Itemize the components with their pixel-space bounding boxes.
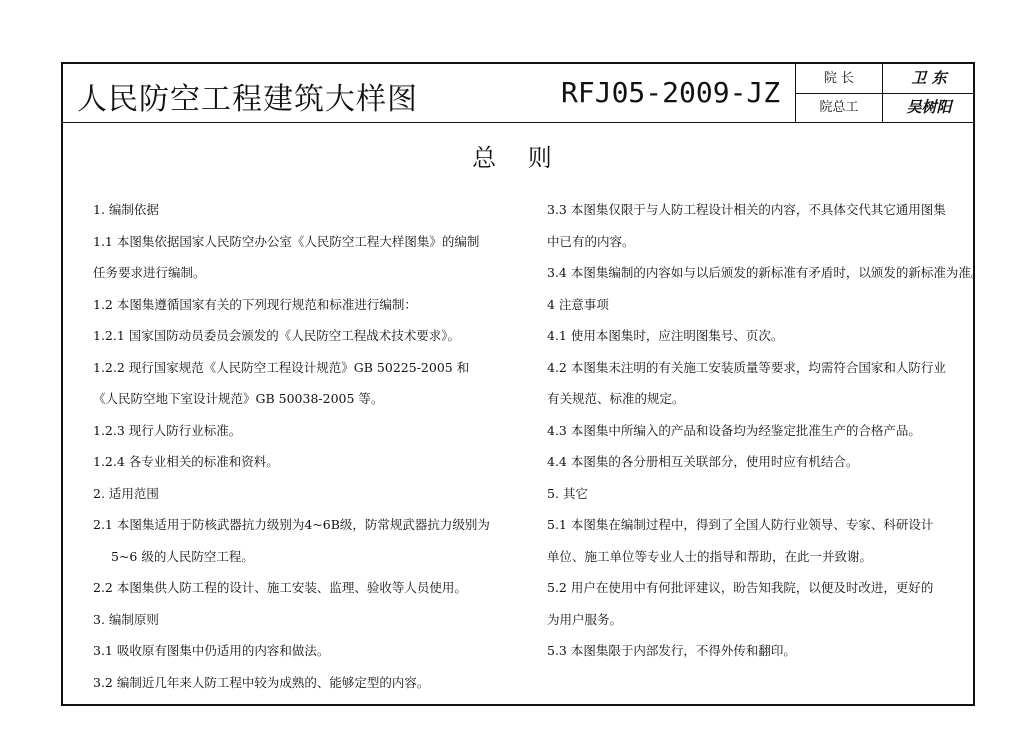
text-line: 3.2 编制近几年来人防工程中较为成熟的、能够定型的内容。 bbox=[93, 674, 430, 690]
text-line: 3.3 本图集仅限于与人防工程设计相关的内容，不具体交代其它通用图集 bbox=[547, 202, 946, 217]
text-line: 1.1 本图集依据国家人民防空办公室《人民防空工程大样图集》的编制 bbox=[93, 233, 480, 249]
text-line: 3. 编制原则 bbox=[93, 611, 159, 627]
atlas-title: 人民防空工程建筑大样图 bbox=[77, 82, 418, 117]
text-line: 4.1 使用本图集时，应注明图集号、页次。 bbox=[547, 328, 784, 343]
text-line: 1.2.3 现行人防行业标准。 bbox=[93, 422, 242, 438]
left-column bbox=[93, 194, 553, 698]
drawing-frame bbox=[61, 62, 984, 706]
text-line: 4.4 本图集的各分册相互关联部分，使用时应有机结合。 bbox=[547, 454, 859, 469]
title-block bbox=[63, 64, 973, 123]
text-line: 单位、施工单位等专业人士的指导和帮助，在此一并致谢。 bbox=[547, 548, 873, 564]
text-line: 3.1 吸收原有图集中仍适用的内容和做法。 bbox=[93, 643, 330, 658]
text-line: 1.2 本图集遵循国家有关的下列现行规范和标准进行编制： bbox=[93, 296, 417, 312]
signature-table bbox=[795, 64, 974, 122]
text-line: 3.4 本图集编制的内容如与以后颁发的新标准有矛盾时，以颁发的新标准为准。 bbox=[547, 265, 984, 280]
text-line: 为用户服务。 bbox=[547, 611, 623, 627]
text-line: 有关规范、标准的规定。 bbox=[547, 391, 685, 406]
text-line: 4.2 本图集未注明的有关施工安装质量等要求，均需符合国家和人防行业 bbox=[547, 359, 946, 375]
signature-row-dean bbox=[796, 64, 974, 94]
text-line: 1. 编制依据 bbox=[93, 202, 159, 217]
text-line: 1.2.1 国家国防动员委员会颁发的《人民防空工程战术技术要求》。 bbox=[93, 328, 461, 343]
text-line: 5.3 本图集限于内部发行，不得外传和翻印。 bbox=[547, 643, 796, 658]
right-column bbox=[547, 194, 984, 667]
text-line: 5.1 本图集在编制过程中，得到了全国人防行业领导、专家、科研设计 bbox=[547, 517, 934, 532]
text-line: 1.2.2 现行国家规范《人民防空工程设计规范》GB 50225-2005 和 bbox=[93, 359, 470, 375]
text-line: 2. 适用范围 bbox=[93, 485, 159, 501]
text-line: 4 注意事项 bbox=[547, 296, 609, 312]
text-line: 4.3 本图集中所编入的产品和设备均为经鉴定批准生产的合格产品。 bbox=[547, 422, 921, 438]
signature-name: 卫 东 bbox=[911, 69, 947, 87]
text-line: 5~6 级的人民防空工程。 bbox=[111, 548, 254, 564]
signature-row-chief-engineer bbox=[796, 93, 974, 122]
text-line: 1.2.4 各专业相关的标准和资料。 bbox=[93, 454, 279, 469]
text-line: 2.2 本图集供人防工程的设计、施工安装、监理、验收等人员使用。 bbox=[93, 580, 467, 595]
text-line: 《人民防空地下室设计规范》GB 50038-2005 等。 bbox=[93, 391, 384, 406]
text-line: 任务要求进行编制。 bbox=[93, 265, 206, 280]
section-title: 总 则 bbox=[472, 144, 564, 172]
signature-role: 院总工 bbox=[796, 93, 883, 122]
text-line: 中已有的内容。 bbox=[547, 233, 635, 249]
drawing-code: RFJ05-2009-JZ bbox=[561, 76, 781, 109]
signature-name: 吴树阳 bbox=[906, 98, 952, 116]
text-line: 5. 其它 bbox=[547, 485, 588, 501]
text-line: 2.1 本图集适用于防核武器抗力级别为4~6B级，防常规武器抗力级别为 bbox=[93, 517, 490, 532]
signature-role: 院 长 bbox=[796, 64, 883, 93]
text-line: 5.2 用户在使用中有何批评建议，盼告知我院，以便及时改进，更好的 bbox=[547, 580, 934, 595]
